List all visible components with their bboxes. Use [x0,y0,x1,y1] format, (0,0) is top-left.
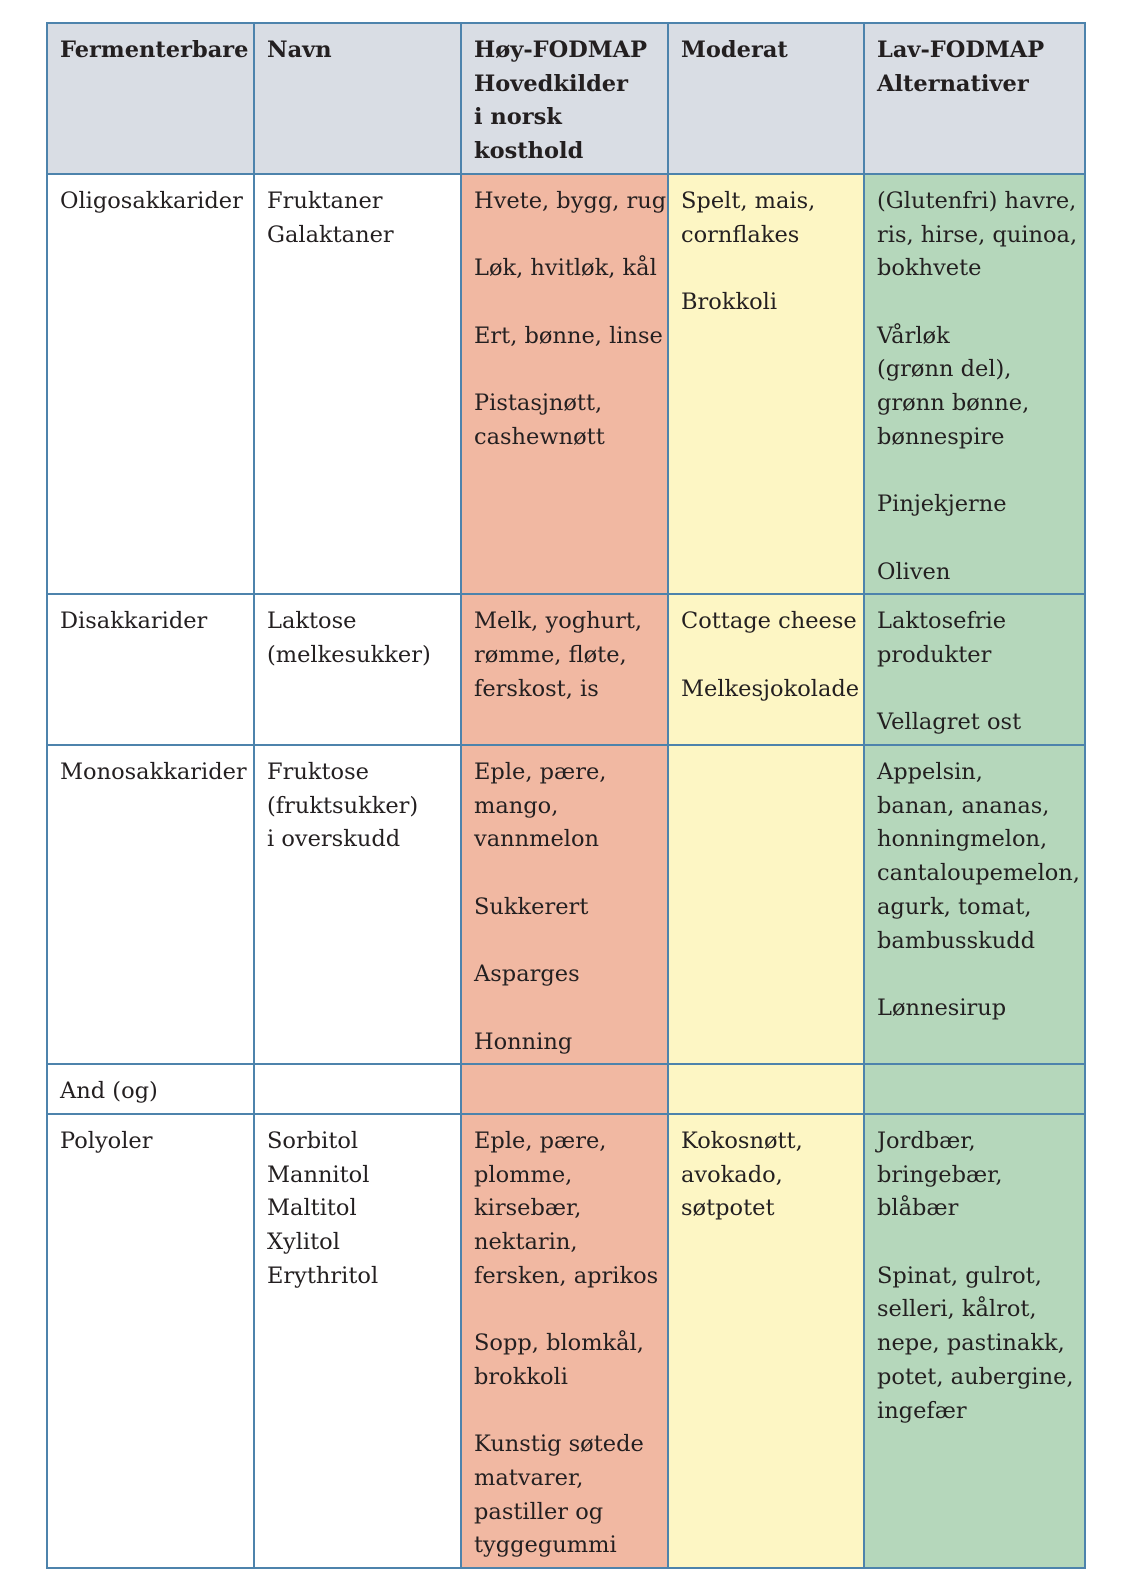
cell-hoy-fodmap: Eple, pære, mango, vannmelon Sukkerert Asparges Honning [461,745,668,1064]
cell-fermenterbare: Disakkarider [47,594,254,745]
header-moderat: Moderat [668,23,864,174]
cell-lav-fodmap: Jordbær, bringebær, blåbær Spinat, gulrot, selleri, kålrot, nepe, pastinakk, potet, aubergine, ingefær [864,1114,1085,1568]
cell-lav-fodmap: Appelsin, banan, ananas, honningmelon, cantaloupemelon, agurk, tomat, bambusskudd Lønnesirup [864,745,1085,1064]
cell-navn: Fruktose (fruktsukker) i overskudd [254,745,461,1064]
cell-moderat [668,1064,864,1114]
table-row [47,745,1085,1064]
cell-hoy-fodmap: Eple, pære, plomme, kirsebær, nektarin, fersken, aprikos Sopp, blomkål, brokkoli Kunstig søtede matvarer, pastiller og tyggegummi [461,1114,668,1568]
cell-navn [254,1064,461,1114]
fodmap-table [46,22,1086,1569]
cell-moderat [668,745,864,1064]
table-row [47,594,1085,745]
cell-moderat: Cottage cheese Melkesjokolade [668,594,864,745]
header-navn: Navn [254,23,461,174]
cell-fermenterbare: And (og) [47,1064,254,1114]
cell-moderat: Spelt, mais, cornflakes Brokkoli [668,174,864,594]
cell-hoy-fodmap [461,1064,668,1114]
cell-fermenterbare: Polyoler [47,1114,254,1568]
cell-navn: Fruktaner Galaktaner [254,174,461,594]
cell-lav-fodmap: (Glutenfri) havre, ris, hirse, quinoa, bokhvete Vårløk (grønn del), grønn bønne, bønnespire Pinjekjerne Oliven [864,174,1085,594]
table-row [47,1064,1085,1114]
table-row [47,174,1085,594]
cell-navn: Laktose (melkesukker) [254,594,461,745]
cell-lav-fodmap: Laktosefrie produkter Vellagret ost [864,594,1085,745]
header-lav-fodmap: Lav-FODMAP Alternativer [864,23,1085,174]
header-row [47,23,1085,174]
cell-hoy-fodmap: Melk, yoghurt, rømme, fløte, ferskost, is [461,594,668,745]
header-fermenterbare: Fermenterbare [47,23,254,174]
cell-fermenterbare: Monosakkarider [47,745,254,1064]
table-row [47,1114,1085,1568]
cell-lav-fodmap [864,1064,1085,1114]
header-hoy-fodmap: Høy-FODMAP Hovedkilder i norsk kosthold [461,23,668,174]
cell-fermenterbare: Oligosakkarider [47,174,254,594]
cell-navn: Sorbitol Mannitol Maltitol Xylitol Erythritol [254,1114,461,1568]
cell-hoy-fodmap: Hvete, bygg, rug Løk, hvitløk, kål Ert, bønne, linse Pistasjnøtt, cashewnøtt [461,174,668,594]
cell-moderat: Kokosnøtt, avokado, søtpotet [668,1114,864,1568]
